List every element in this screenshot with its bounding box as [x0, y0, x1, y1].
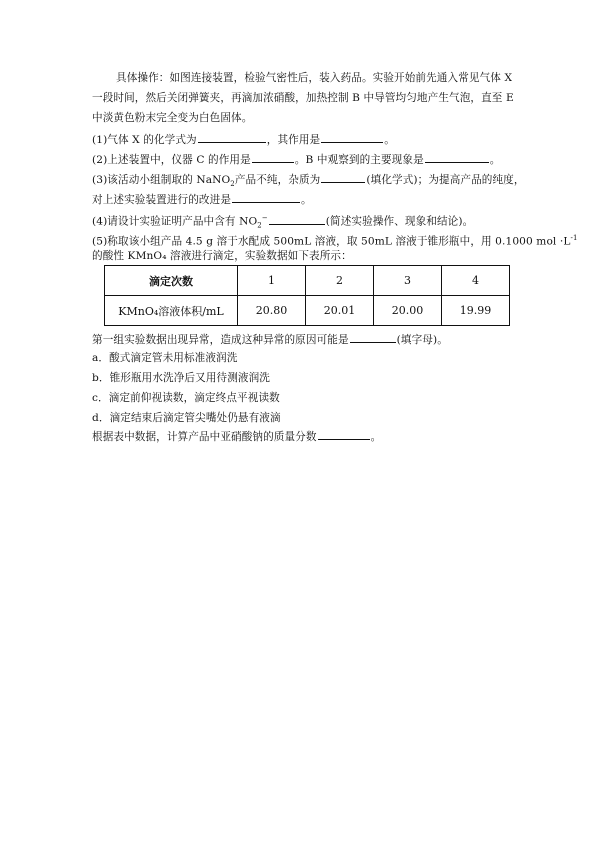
q3-subscript: 2: [230, 180, 235, 189]
q1-text-b: ，其作用是: [266, 134, 321, 146]
question-3-line-1: [92, 171, 525, 191]
question-5-line-2: 的酸性 KMnO₄ 溶液进行滴定，实验数据如下表所示：: [92, 250, 352, 262]
question-3-line-2: [92, 191, 312, 207]
q3-blank-2[interactable]: [232, 191, 300, 203]
q2-text-b: 。B 中观察到的主要现象是: [294, 154, 424, 166]
q5-superscript: -1: [570, 234, 578, 242]
final-blank[interactable]: [318, 428, 370, 440]
option-a: a．酸式滴定管未用标准液润洗: [92, 352, 238, 364]
q2-blank-2[interactable]: [425, 151, 489, 163]
q1-text-c: 。: [384, 134, 395, 146]
option-c: c．滴定前仰视读数，滴定终点平视读数: [92, 392, 280, 404]
after-table-text-a: 第一组实验数据出现异常，造成这种异常的原因可能是: [92, 334, 349, 346]
after-table-question: [92, 331, 448, 347]
q4-blank[interactable]: [269, 213, 325, 225]
table-header-label: 滴定次数: [105, 266, 238, 296]
table-column-2: 2: [306, 266, 374, 296]
q3-text-b: 产品不纯，杂质为: [234, 174, 321, 186]
table-row-label: KMnO₄溶液体积/mL: [105, 296, 238, 326]
q1-text-a: (1)气体 X 的化学式为: [92, 134, 197, 146]
question-2: [92, 151, 500, 167]
table-column-1: 1: [238, 266, 306, 296]
table-column-3: 3: [374, 266, 442, 296]
question-4: [92, 211, 473, 233]
q3-blank-1[interactable]: [321, 171, 365, 183]
q2-blank-1[interactable]: [252, 151, 294, 163]
final-text-b: 。: [370, 431, 382, 443]
table-value-3: 20.00: [374, 296, 442, 326]
option-d: d．滴定结束后滴定管尖嘴处仍悬有液滴: [92, 412, 281, 424]
table-header-row: [105, 266, 510, 296]
q3-line2-text-a: 对上述实验装置进行的改进是: [92, 194, 232, 206]
option-b: b．锥形瓶用水洗净后又用待测液润洗: [92, 372, 270, 384]
final-text-a: 根据表中数据，计算产品中亚硝酸钠的质量分数: [92, 431, 317, 443]
q4-subscript: 2: [257, 221, 262, 230]
table-value-4: 19.99: [442, 296, 510, 326]
after-table-blank[interactable]: [350, 331, 396, 343]
intro-line-3: 中淡黄色粉末完全变为白色固体。: [92, 112, 253, 124]
table-data-row: [105, 296, 510, 326]
after-table-text-b: (填字母)。: [396, 334, 448, 346]
q3-text-c: (填化学式)；为提高产品的纯度，: [366, 174, 525, 186]
q2-text-a: (2)上述装置中，仪器 C 的作用是: [92, 154, 251, 166]
question-5-line-1: [92, 231, 578, 249]
q3-line2-text-b: 。: [301, 194, 312, 206]
table-column-4: 4: [442, 266, 510, 296]
q4-text-a: (4)请设计实验证明产品中含有 NO: [92, 215, 258, 228]
table-value-1: 20.80: [238, 296, 306, 326]
final-question: [92, 428, 381, 444]
intro-line-2: 一段时间，然后关闭弹簧夹，再滴加浓硝酸，加热控制 B 中导管均匀地产生气泡，直至 E: [92, 92, 514, 104]
q5-text-a: (5)称取该小组产品 4.5 g 溶于水配成 500mL 溶液，取 50mL 溶液于锥形瓶中，用 0.1000 mol ·L: [92, 235, 571, 248]
titration-table: [104, 265, 510, 326]
q4-text-b: (简述实验操作、现象和结论)。: [325, 215, 474, 228]
table-value-2: 20.01: [306, 296, 374, 326]
q1-blank-1[interactable]: [198, 131, 266, 143]
question-1: [92, 131, 395, 147]
q2-text-c: 。: [489, 154, 501, 166]
q1-blank-2[interactable]: [321, 131, 383, 143]
q4-superscript: −: [261, 214, 268, 222]
q3-text-a: (3)该活动小组制取的 NaNO: [92, 174, 231, 186]
intro-line-1: 具体操作：如图连接装置，检验气密性后，装入药品。实验开始前先通入常见气体 X: [116, 72, 513, 84]
